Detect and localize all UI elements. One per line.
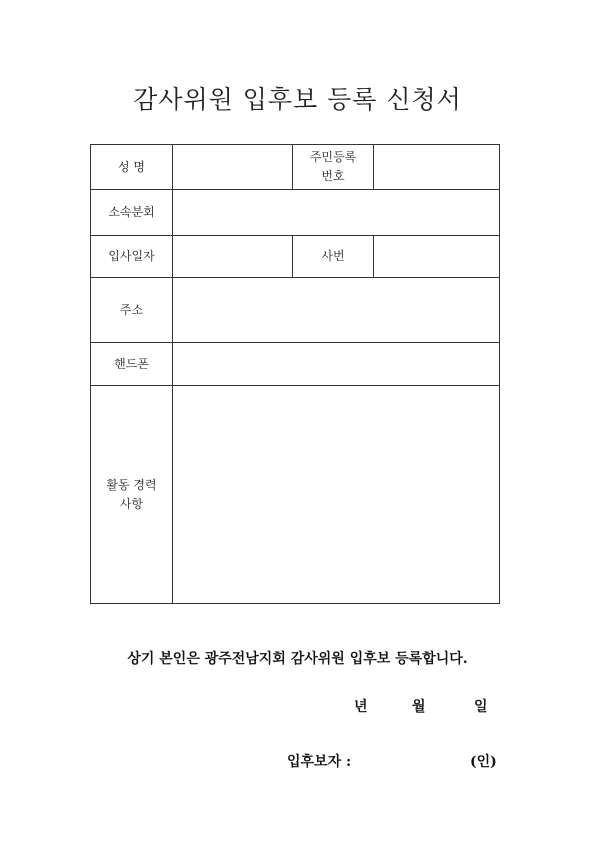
employee-number-label: 사번 — [321, 249, 345, 263]
month-label: 월 — [412, 699, 426, 715]
branch-field[interactable] — [173, 190, 499, 235]
join-date-field[interactable] — [173, 236, 292, 277]
name-field[interactable] — [173, 145, 292, 189]
join-date-label: 입사일자 — [108, 249, 155, 263]
resident-number-label-line1: 주민등록 — [309, 150, 357, 164]
activity-history-label-line1: 활동 경력 — [106, 477, 157, 492]
resident-number-label — [293, 145, 373, 189]
phone-label: 핸드폰 — [114, 356, 149, 371]
activity-history-label — [91, 386, 172, 603]
phone-field[interactable] — [173, 343, 499, 385]
name-label: 성 명 — [118, 159, 145, 174]
candidate-signature-label: 입후보자 : — [287, 754, 352, 770]
address-field[interactable] — [173, 278, 499, 342]
address-label: 주소 — [119, 302, 144, 317]
resident-number-label-line2: 번호 — [321, 169, 345, 183]
employee-number-field[interactable] — [374, 236, 499, 277]
activity-history-label-line2: 사항 — [119, 496, 144, 511]
branch-label: 소속분회 — [108, 205, 155, 219]
application-form-table — [90, 144, 500, 604]
seal-mark: (인) — [470, 754, 497, 770]
year-label: 년 — [354, 699, 368, 715]
resident-number-field[interactable] — [374, 145, 499, 189]
activity-history-field[interactable] — [173, 386, 499, 603]
day-label: 일 — [474, 699, 488, 715]
declaration-statement: 상기 본인은 광주전남지회 감사위원 입후보 등록합니다. — [127, 651, 468, 667]
document-title: 감사위원 입후보 등록 신청서 — [133, 85, 462, 114]
